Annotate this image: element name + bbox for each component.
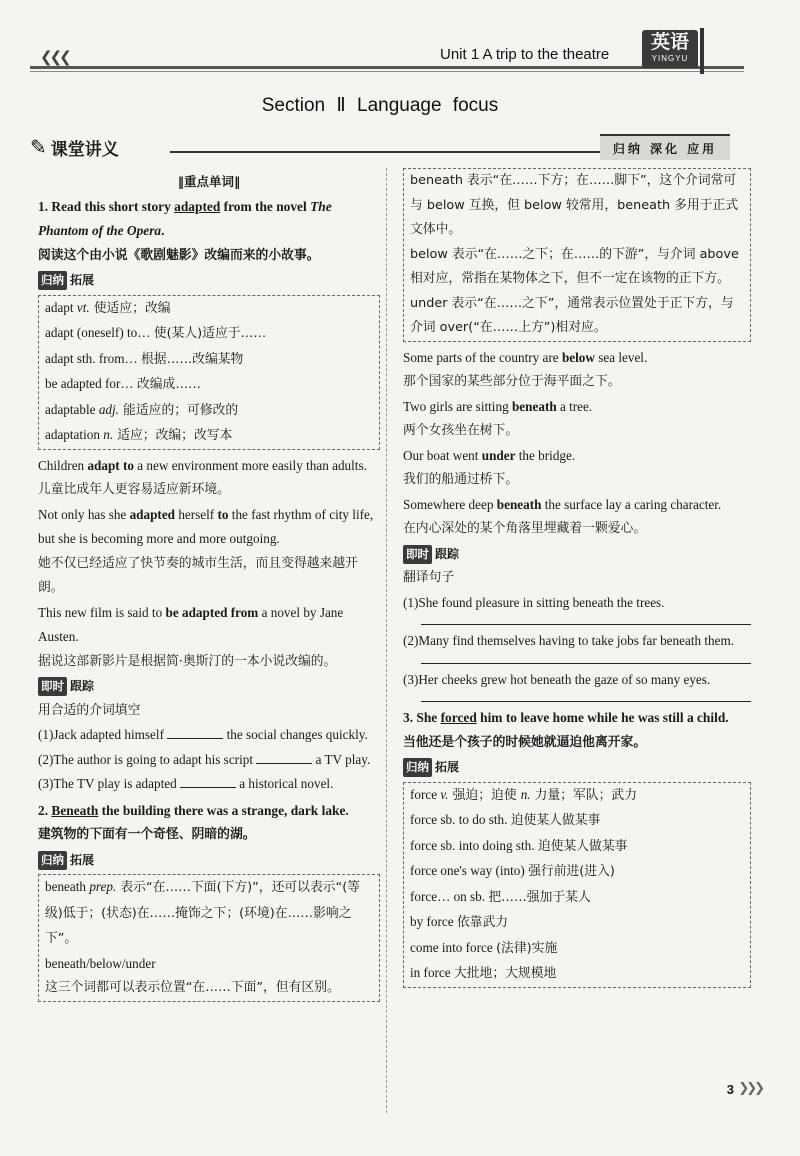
list-item: be adapted for… 改编成…… <box>45 376 201 392</box>
example-translation: 我们的船通过桥下。 <box>403 472 519 487</box>
subject-badge <box>642 30 698 68</box>
list-item: force sb. into doing sth. 迫使某人做某事 <box>410 837 628 854</box>
banner-tagline: 归纳 深化 应用 <box>600 134 730 160</box>
example-translation: 两个女孩坐在树下。 <box>403 423 519 438</box>
summary-box-beneath: beneath prep. 表示“在……下面(下方)”，还可以表示“(等级)低于；(状态)在……掩饰之下；(环境)在……影响之下”。 beneath/below/under 这三个词都可以表示位置“在……下面”，但有区别。 <box>38 874 380 1002</box>
example-sentence: Our boat went under the bridge. <box>403 447 576 463</box>
section-title: Section Ⅱ Language focus <box>261 95 499 116</box>
key-word: adapted <box>174 198 221 214</box>
list-item: adapt (oneself) to… 使(某人)适应于…… <box>45 325 267 341</box>
example-sentence: Not only has she adapted herself to the fast rhythm of city life, but she is becoming more and more outgoing. <box>38 506 374 546</box>
header-rule <box>30 66 744 69</box>
example-sentence: Somewhere deep beneath the surface lay a caring character. <box>403 496 722 512</box>
translate-item-1: (1)She found pleasure in sitting beneath the trees. <box>403 594 665 610</box>
list-item: by force 依靠武力 <box>410 914 509 930</box>
banner-title: 课堂讲义 <box>50 139 119 160</box>
question-2-translation: 建筑物的下面有一个奇怪、阴暗的湖。 <box>38 827 256 842</box>
tag-summary: 归纳 拓展 <box>38 851 94 870</box>
translate-item-2: (2)Many find themselves having to take jobs far beneath them. <box>403 633 735 648</box>
question-text: . <box>161 223 165 238</box>
tag-practice: 即时 跟踪 <box>38 677 94 696</box>
answer-line[interactable] <box>421 692 751 702</box>
answer-blank[interactable] <box>256 749 312 764</box>
question-1-translation: 阅读这个由小说《歌剧魅影》改编而来的小故事。 <box>38 247 320 263</box>
header-rule-thin <box>30 71 744 72</box>
list-item: adapt vt. 使适应；改编 <box>45 299 171 316</box>
example-translation: 那个国家的某些部分位于海平面之下。 <box>403 374 621 389</box>
summary-box-force <box>403 782 751 988</box>
question-3-translation: 当他还是个孩子的时候她就逼迫他离开家。 <box>403 734 647 750</box>
question-1 <box>38 195 380 244</box>
list-item: force one's way (into) 强行前进(进入) <box>410 863 615 879</box>
question-text: from the novel <box>220 198 311 214</box>
answer-blank[interactable] <box>167 724 223 739</box>
fill-item-1: (1)Jack adapted himself the social changes quickly. <box>38 723 380 748</box>
banner-rule <box>170 151 620 153</box>
question-text: Read this short story <box>51 198 175 214</box>
example-sentence: Two girls are sitting beneath a tree. <box>403 398 593 414</box>
list-item: force v. 强迫；迫使 n. 力量；军队；武力 <box>410 786 638 803</box>
header-chevron-icon: ❮❮❮ <box>40 48 69 66</box>
pencil-icon: ✎ <box>30 135 47 159</box>
list-item: force sb. to do sth. 迫使某人做某事 <box>410 812 601 828</box>
subject-badge-pinyin: YINGYU <box>651 54 689 63</box>
key-word: forced <box>440 710 477 725</box>
example-translation: 她不仅已经适应了快节奏的城市生活，而且变得越来越开朗。 <box>38 555 358 595</box>
novel-title: The Phantom of the Opera <box>38 198 332 238</box>
answer-line[interactable] <box>421 654 751 664</box>
fill-item-3: (3)The TV play is adapted a historical novel. <box>38 772 380 797</box>
fill-item-2: (2)The author is going to adapt his script a TV play. <box>38 748 380 773</box>
exercise-instruction: 用合适的介词填空 <box>38 702 141 718</box>
summary-box-adapt <box>38 295 380 450</box>
right-column <box>403 168 751 992</box>
example-sentence: This new film is said to be adapted from a novel by Jane Austen. <box>38 604 344 644</box>
list-item: force… on sb. 把……强加于某人 <box>410 888 591 905</box>
column-divider <box>386 168 387 1113</box>
list-item: in force 大批地；大规模地 <box>410 965 557 981</box>
list-item: come into force (法律)实施 <box>410 939 558 956</box>
exercise-instruction: 翻译句子 <box>403 570 455 585</box>
next-chevron-icon: ❯❯❯ <box>738 1081 762 1096</box>
key-words-heading: ‖重点单词‖ <box>177 174 241 189</box>
key-word: Beneath <box>51 802 99 818</box>
page-number: 3 <box>726 1082 734 1097</box>
example-sentence: Some parts of the country are below sea level. <box>403 349 648 365</box>
tag-summary: 归纳 拓展 <box>38 271 94 290</box>
translate-item-3: (3)Her cheeks grew hot beneath the gaze of so many eyes. <box>403 671 711 687</box>
tag-practice: 即时 跟踪 <box>403 545 459 564</box>
question-3: 3. She forced him to leave home while he was still a child. <box>403 710 729 725</box>
tag-summary: 归纳 拓展 <box>403 758 459 777</box>
left-column <box>38 170 380 1006</box>
list-item: adapt sth. from… 根据……改编某物 <box>45 350 244 367</box>
unit-title: Unit 1 A trip to the theatre <box>440 46 610 63</box>
example-translation: 在内心深处的某个角落里埋藏着一颗爱心。 <box>403 521 647 536</box>
list-item: adaptable adj. 能适应的；可修改的 <box>45 401 239 418</box>
summary-box-beneath-cont: beneath 表示“在……下方；在……脚下”，这个介词常可与 below 互换，但 below 较常用，beneath 多用于正式文体中。 below 表示“在……之下；在……的下游”，与介词 above 相对应，常指在某物体之下，但不一定在该物的正下方。 under 表示“在……之下”，通常表示位置处于正下方，与介词 over(“在……上方”)相对应。 <box>403 168 751 342</box>
list-item: adaptation n. 适应；改编；改写本 <box>45 427 233 443</box>
subject-badge-cn: 英语 <box>650 31 689 53</box>
header-bar <box>700 28 704 74</box>
answer-line[interactable] <box>421 615 751 625</box>
example-translation: 据说这部新影片是根据简·奥斯汀的一本小说改编的。 <box>38 653 337 669</box>
example-translation: 儿童比成年人更容易适应新环境。 <box>38 482 230 497</box>
answer-blank[interactable] <box>180 773 236 788</box>
question-2: 2. Beneath the building there was a strange, dark lake. <box>38 802 349 818</box>
example-sentence: Children adapt to a new environment more easily than adults. <box>38 457 367 473</box>
lesson-banner <box>30 134 730 164</box>
question-number: 1. <box>38 198 49 214</box>
